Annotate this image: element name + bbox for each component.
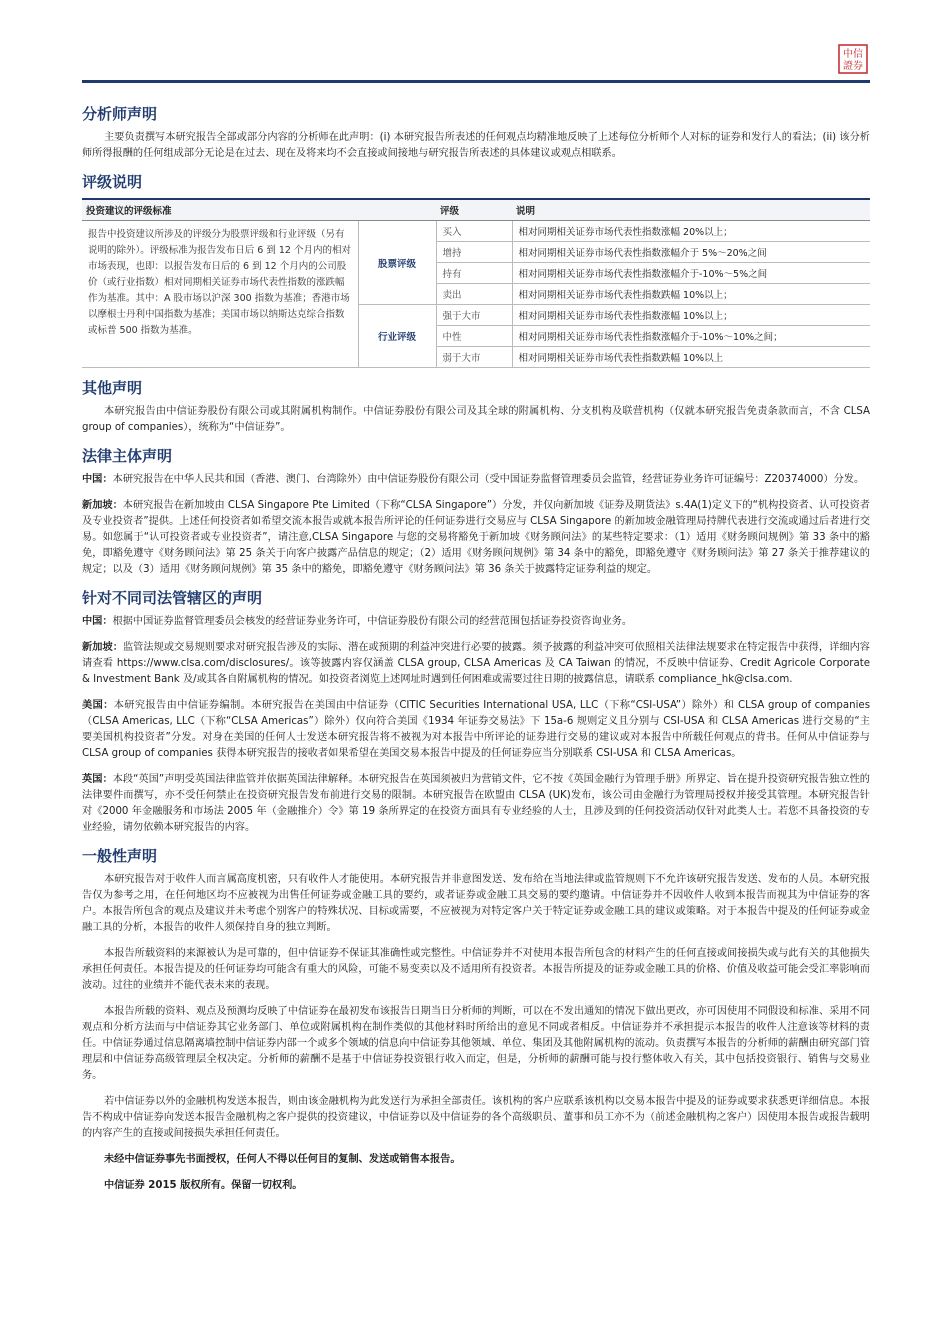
reproduction-warning: 未经中信证券事先书面授权，任何人不得以任何目的复制、发送或销售本报告。	[104, 1154, 461, 1165]
legal-china-text: 本研究报告在中华人民共和国（香港、澳门、台湾除外）由中信证券股份有限公司（受中国证券监督管理委员会监管，经营证券业务许可证编号：Z20374000）分发。	[112, 474, 865, 485]
juris-sg-label: 新加坡：	[82, 642, 123, 653]
general-title: 一般性声明	[82, 847, 158, 865]
jurisdiction-section	[82, 588, 870, 836]
juris-us	[82, 698, 870, 762]
legal-sg-text: 本研究报告在新加坡由 CLSA Singapore Pte Limited（下称“CLSA Singapore”）分发，并仅向新加坡《证券及期货法》s.4A(1)定义下的“机构投资者、认可投资者及专业投资者”提供。上述任何投资者如希望交流本报告或就本报告所评论的任何证券进行交易应与 CLSA Singapore 的新加坡金融管理局持牌代表进行交流或通过后者进行交易。如您属于“认可投资者或专业投资者”，请注意,CLSA Singapore 与您的交易将豁免于新加坡《财务顾问法》的某些特定要求：（1）适用《财务顾问规例》第 33 条中的豁免，即豁免遵守《财务顾问法》第 25 条关于向客户披露产品信息的规定；（2）适用《财务顾问规例》第 34 条中的豁免，即豁免遵守《财务顾问法》第 27 条关于推荐建议的规定；以及（3）适用《财务顾问规例》第 35 条中的豁免，即豁免遵守《财务顾问法》第 36 条关于披露特定证券利益的规定。	[82, 500, 870, 575]
juris-china	[82, 614, 870, 630]
rating-section	[82, 172, 870, 368]
grade-desc-cell: 相对同期相关证券市场代表性指数涨幅介于-10%～10%之间；	[512, 326, 870, 347]
juris-singapore	[82, 640, 870, 688]
general-p1: 本研究报告对于收件人而言属高度机密，只有收件人才能使用。本研究报告并非意图发送、发布给在当地法律或监管规则下不允许该研究报告发送、发布的人员。本研究报告仅为参考之用，在任何地区均不应被视为出售任何证券或金融工具的要约，或者证券或金融工具交易的要约邀请。中信证券并不因收件人收到本报告而视其为中信证券的客户。本报告所包含的观点及建议并未考虑个别客户的特殊状况、目标或需要，不应被视为对特定客户关于特定证券或金融工具的建议或策略。对于本报告中提及的任何证券或金融工具的分析，本报告的收件人须保持自身的独立判断。	[82, 874, 870, 933]
juris-uk	[82, 772, 870, 836]
other-title: 其他声明	[82, 379, 143, 397]
general-p3: 本报告所载的资料、观点及预测均反映了中信证券在最初发布该报告日期当日分析师的判断，可以在不发出通知的情况下做出更改，亦可因使用不同假设和标准、采用不同观点和分析方法而与中信证券其它业务部门、单位或附属机构在制作类似的其他材料时所给出的意见不同或者相反。中信证券并不承担提示本报告的收件人注意该等材料的责任。中信证券通过信息隔离墙控制中信证券内部一个或多个领域的信息向中信证券其他领域、单位、集团及其他附属机构的流动。负责撰写本报告的分析师的薪酬由研究部门管理层和中信证券高级管理层全权决定。分析师的薪酬不是基于中信证券投资银行收入而定，但是，分析师的薪酬可能与投行整体收入有关，其中包括投资银行、销售与交易业务。	[82, 1006, 870, 1081]
rating-header-grade: 评级	[436, 199, 512, 221]
stock-rating-label: 股票评级	[358, 221, 436, 305]
svg-text:中信: 中信	[843, 49, 863, 60]
rating-table	[82, 198, 870, 368]
legal-singapore	[82, 498, 870, 578]
svg-text:證券: 證券	[843, 61, 863, 72]
grade-desc-cell: 相对同期相关证券市场代表性指数跌幅 10%以上；	[512, 284, 870, 305]
rating-description: 报告中投资建议所涉及的评级分为股票评级和行业评级（另有说明的除外）。评级标准为报告发布日后 6 到 12 个月内的相对市场表现，也即：以报告发布日后的 6 到 12 个月内的公司股价（或行业指数）相对同期相关证券市场代表性指数的涨跌幅作为基准。其中：A 股市场以沪深 300 指数为基准；香港市场以摩根士丹利中国指数为基准；美国市场以纳斯达克综合指数或标普 500 指数为基准。	[82, 221, 358, 368]
grade-cell: 持有	[436, 263, 512, 284]
grade-desc-cell: 相对同期相关证券市场代表性指数涨幅 10%以上；	[512, 305, 870, 326]
juris-uk-text: 本段“英国”声明受英国法律监管并依据英国法律解释。本研究报告在英国须被归为营销文件，它不按《英国金融行为管理手册》所界定、旨在提升投资研究报告独立性的法律要件而撰写，亦不受任何禁止在投资研究报告发布前进行交易的限制。本研究报告在欧盟由 CLSA (UK)发布，该公司由金融行为管理局授权并接受其管理。本研究报告针对《2000 年金融服务和市场法 2005 年（金融推介）令》第 19 条所界定的在投资方面具有专业经验的人士，且涉及到的任何投资活动仅针对此类人士。若您不具备投资的专业经验，请勿依赖本研究报告的内容。	[82, 774, 870, 833]
industry-rating-label: 行业评级	[358, 305, 436, 368]
rating-header-desc: 说明	[512, 199, 870, 221]
grade-cell: 卖出	[436, 284, 512, 305]
rating-header-type	[358, 199, 436, 221]
general-p2: 本报告所载资料的来源被认为是可靠的，但中信证券不保证其准确性或完整性。中信证券并不对使用本报告所包含的材料产生的任何直接或间接损失或与此有关的其他损失承担任何责任。本报告提及的任何证券均可能含有重大的风险，可能不易变卖以及不适用所有投资者。本报告所提及的证券或金融工具的价格、价值及收益可能会受汇率影响而波动。过往的业绩并不能代表未来的表现。	[82, 948, 870, 991]
legal-title: 法律主体声明	[82, 447, 173, 465]
grade-cell: 买入	[436, 221, 512, 242]
grade-cell: 中性	[436, 326, 512, 347]
juris-uk-label: 英国：	[82, 774, 113, 785]
legal-section	[82, 446, 870, 578]
legal-china	[82, 472, 870, 488]
grade-desc-cell: 相对同期相关证券市场代表性指数涨幅介于-10%～5%之间	[512, 263, 870, 284]
rating-header-standard: 投资建议的评级标准	[82, 199, 358, 221]
juris-us-label: 美国：	[82, 700, 114, 711]
juris-us-text: 本研究报告由中信证券编制。本研究报告在美国由中信证券（CITIC Securities International USA, LLC（下称“CSI-USA”）除外）和 CLSA group of companies（CLSA Americas, LLC（下称“CLSA Americas”）除外）仅向符合美国《1934 年证券交易法》下 15a-6 规则定义且分别与 CSI-USA 和 CLSA Americas 进行交易的“主要美国机构投资者”分发。对身在美国的任何人士发送本研究报告将不被视为对本报告中所评论的证券进行交易的建议或对本报告中所载任何观点的背书。任何从中信证券与 CLSA group of companies 获得本研究报告的接收者如果希望在美国交易本报告中提及的任何证券应当分别联系 CSI-USA 和 CLSA Americas。	[82, 700, 870, 759]
citic-securities-logo	[838, 44, 868, 74]
other-section	[82, 378, 870, 436]
table-row	[82, 221, 870, 242]
grade-cell: 弱于大市	[436, 347, 512, 368]
juris-sg-text: 监管法规或交易规则要求对研究报告涉及的实际、潜在或预期的利益冲突进行必要的披露。须予披露的利益冲突可依照相关法律法规要求在特定报告中获得，详细内容请查看 https://www.clsa.com/disclosures/。该等披露内容仅涵盖 CLSA group, CLSA Americas 及 CA Taiwan 的情况，不反映中信证券、Credit Agricole Corporate & Investment Bank 及/或其各自附属机构的情况。如投资者浏览上述网址时遇到任何困难或需要过往日期的披露信息，请联系 compliance_hk@clsa.com.	[82, 642, 870, 685]
juris-china-label: 中国：	[82, 616, 113, 627]
header-rule	[82, 80, 870, 83]
legal-sg-label: 新加坡：	[82, 500, 123, 511]
grade-desc-cell: 相对同期相关证券市场代表性指数跌幅 10%以上	[512, 347, 870, 368]
grade-desc-cell: 相对同期相关证券市场代表性指数涨幅介于 5%～20%之间	[512, 242, 870, 263]
grade-cell: 增持	[436, 242, 512, 263]
legal-china-label: 中国：	[82, 474, 113, 485]
analyst-title: 分析师声明	[82, 105, 158, 123]
general-section	[82, 846, 870, 1194]
disclaimer-content	[82, 104, 870, 1204]
analyst-section	[82, 104, 870, 162]
copyright-line: 中信证券 2015 版权所有。保留一切权利。	[104, 1180, 303, 1191]
juris-china-text: 根据中国证券监督管理委员会核发的经营证券业务许可，中信证券股份有限公司的经营范围包括证券投资咨询业务。	[112, 616, 633, 627]
analyst-body: 主要负责撰写本研究报告全部或部分内容的分析师在此声明：(i) 本研究报告所表述的任何观点均精准地反映了上述每位分析师个人对标的证券和发行人的看法；(ii) 该分析师所得报酬的任何组成部分无论是在过去、现在及将来均不会直接或间接地与研究报告所表述的具体建议或观点相联系。	[82, 132, 870, 159]
grade-desc-cell: 相对同期相关证券市场代表性指数涨幅 20%以上；	[512, 221, 870, 242]
juris-title: 针对不同司法管辖区的声明	[82, 589, 263, 607]
general-p4: 若中信证券以外的金融机构发送本报告，则由该金融机构为此发送行为承担全部责任。该机构的客户应联系该机构以交易本报告中提及的证券或要求获悉更详细信息。本报告不构成中信证券向发送本报告金融机构之客户提供的投资建议，中信证券以及中信证券的各个高级职员、董事和员工亦不为（前述金融机构之客户）因使用本报告或报告载明的内容产生的直接或间接损失承担任何责任。	[82, 1096, 870, 1139]
rating-title: 评级说明	[82, 173, 143, 191]
other-body: 本研究报告由中信证券股份有限公司或其附属机构制作。中信证券股份有限公司及其全球的附属机构、分支机构及联营机构（仅就本研究报告免责条款而言，不含 CLSA group of companies），统称为“中信证券”。	[82, 406, 870, 433]
grade-cell: 强于大市	[436, 305, 512, 326]
